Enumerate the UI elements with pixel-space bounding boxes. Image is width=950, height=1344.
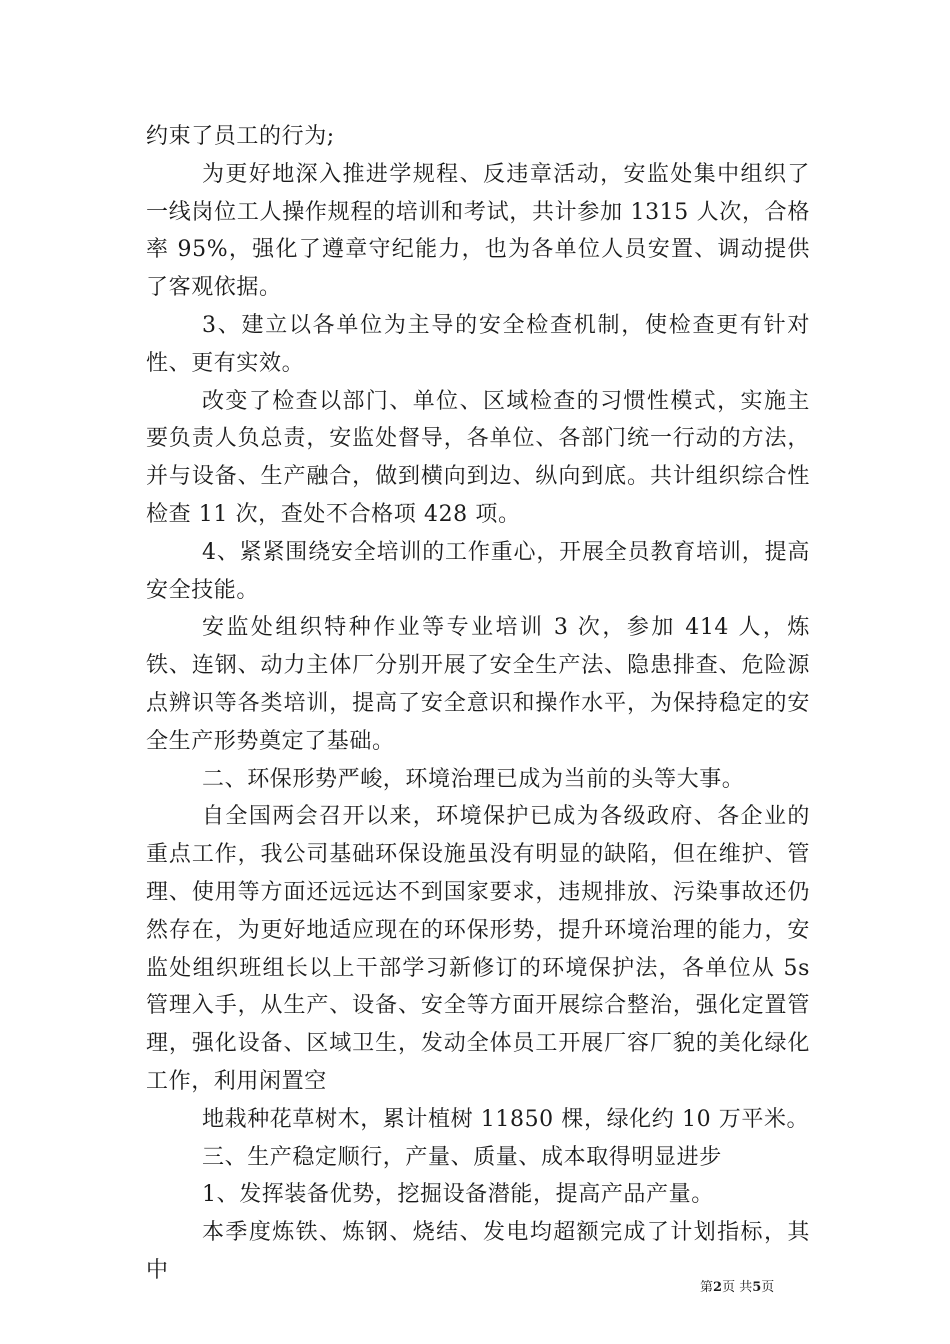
paragraph-12: 本季度炼铁、炼钢、烧结、发电均超额完成了计划指标，其中 [146, 1220, 810, 1283]
paragraph-11: 1、发挥装备优势，挖掘设备潜能，提高产品产量。 [202, 1182, 714, 1208]
footer-middle: 页 共 [722, 1280, 753, 1295]
paragraph-2: 为更好地深入推进学规程、反违章活动，安监处集中组织了一线岗位工人操作规程的培训和考试，共计参加 1315 人次，合格率 95%，强化了遵章守纪能力，也为各单位人员安置、调动提供了客观依据。 [146, 161, 810, 301]
total-pages-number: 5 [752, 1280, 762, 1295]
footer-suffix: 页 [761, 1280, 775, 1295]
paragraph-5: 4、紧紧围绕安全培训的工作重心，开展全员教育培训，提高安全技能。 [146, 539, 810, 603]
paragraph-6: 安监处组织特种作业等专业培训 3 次，参加 414 人，炼铁、连钢、动力主体厂分别开展了安全生产法、隐患排查、危险源点辨识等各类培训，提高了安全意识和操作水平，为保持稳定的安全生产形势奠定了基础。 [146, 615, 810, 754]
current-page-number: 2 [713, 1280, 723, 1295]
footer-prefix: 第 [700, 1280, 714, 1295]
document-body [146, 118, 810, 1290]
section-heading-3: 三、生产稳定顺行，产量、质量、成本取得明显进步 [202, 1144, 722, 1170]
paragraph-4: 改变了检查以部门、单位、区域检查的习惯性模式，实施主要负责人负总责，安监处督导，各单位、各部门统一行动的方法，并与设备、生产融合，做到横向到边、纵向到底。共计组织综合性检查 11 次，查处不合格项 428 项。 [146, 388, 810, 527]
section-heading-2: 二、环保形势严峻，环境治理已成为当前的头等大事。 [202, 766, 745, 792]
paragraph-1: 约束了员工的行为; [146, 124, 335, 149]
paragraph-8: 自全国两会召开以来，环境保护已成为各级政府、各企业的重点工作，我公司基础环保设施虽没有明显的缺陷，但在维护、管理、使用等方面还远远达不到国家要求，违规排放、污染事故还仍然存在，为更好地适应现在的环保形势，提升环境治理的能力，安监处组织班组长以上干部学习新修订的环境保护法，各单位从 5s 管理入手，从生产、设备、安全等方面开展综合整治，强化定置管理，强化设备、区域卫生，发动全体员工开展厂容厂貌的美化绿化工作，利用闲置空 [146, 804, 810, 1094]
paragraph-3: 3、建立以各单位为主导的安全检查机制，使检查更有针对性、更有实效。 [146, 312, 810, 376]
page-footer [700, 1279, 820, 1297]
paragraph-9: 地栽种花草树木，累计植树 11850 棵，绿化约 10 万平米。 [202, 1106, 810, 1132]
